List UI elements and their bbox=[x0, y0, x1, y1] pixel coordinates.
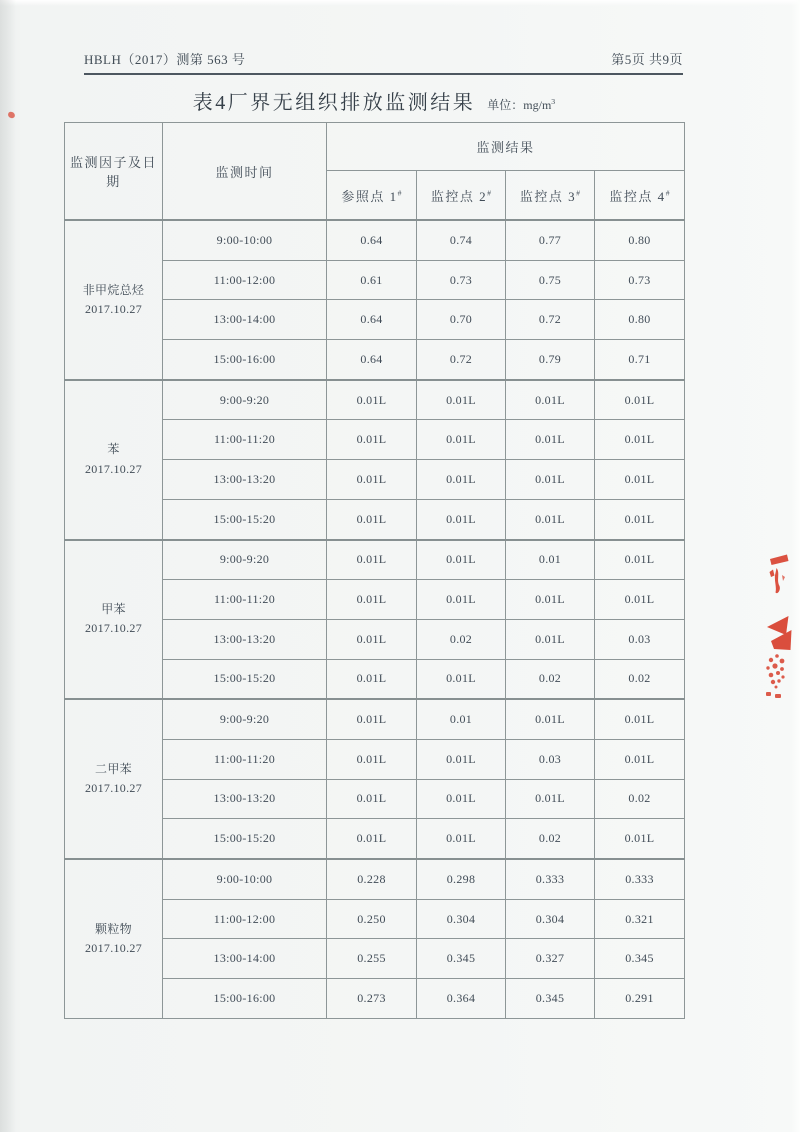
header-row-top bbox=[65, 123, 685, 171]
value-cell: 0.01L bbox=[417, 380, 506, 420]
value-cell: 0.01L bbox=[417, 580, 506, 620]
factor-name: 二甲苯 bbox=[95, 761, 132, 776]
value-cell: 0.01L bbox=[595, 380, 685, 420]
factor-date: 2017.10.27 bbox=[85, 301, 142, 316]
value-cell: 0.01 bbox=[417, 699, 506, 739]
factor-date: 2017.10.27 bbox=[85, 940, 142, 955]
column-header-point-1 bbox=[327, 171, 417, 221]
time-cell: 11:00-11:20 bbox=[163, 739, 327, 779]
point-label: 监控点 2 bbox=[430, 188, 488, 204]
title-row bbox=[64, 86, 684, 115]
value-cell: 0.01L bbox=[595, 699, 685, 739]
value-cell: 0.72 bbox=[506, 300, 595, 340]
time-cell: 15:00-15:20 bbox=[163, 819, 327, 859]
column-header-point-2 bbox=[417, 171, 506, 221]
factor-cell bbox=[65, 859, 163, 1018]
time-cell: 13:00-13:20 bbox=[163, 460, 327, 500]
point-superscript: # bbox=[576, 188, 581, 198]
point-superscript: # bbox=[665, 188, 670, 198]
seal-mark-character bbox=[766, 654, 784, 688]
point-label: 监控点 4 bbox=[609, 188, 666, 204]
value-cell: 0.255 bbox=[327, 939, 417, 979]
value-cell: 0.61 bbox=[327, 260, 417, 300]
table-head bbox=[65, 123, 685, 221]
time-cell: 13:00-14:00 bbox=[163, 300, 327, 340]
value-cell: 0.73 bbox=[595, 260, 685, 300]
value-cell: 0.77 bbox=[506, 220, 595, 260]
value-cell: 0.345 bbox=[506, 979, 595, 1019]
value-cell: 0.01L bbox=[417, 779, 506, 819]
unit-label: 单位：$mg/m^3$ bbox=[487, 97, 556, 112]
value-cell: 0.73 bbox=[417, 260, 506, 300]
value-cell: 0.75 bbox=[506, 260, 595, 300]
value-cell: 0.01L bbox=[327, 819, 417, 859]
value-cell: 0.250 bbox=[327, 899, 417, 939]
value-cell: 0.01L bbox=[327, 659, 417, 699]
factor-cell bbox=[65, 220, 163, 380]
column-header-point-4 bbox=[595, 171, 685, 221]
value-cell: 0.01L bbox=[417, 460, 506, 500]
value-cell: 0.01L bbox=[595, 460, 685, 500]
table-row bbox=[65, 859, 685, 899]
time-cell: 13:00-14:00 bbox=[163, 939, 327, 979]
time-cell: 11:00-11:20 bbox=[163, 580, 327, 620]
point-label: 参照点 1 bbox=[341, 188, 398, 204]
value-cell: 0.333 bbox=[506, 859, 595, 899]
factor-date: 2017.10.27 bbox=[85, 621, 142, 636]
value-cell: 0.01L bbox=[417, 499, 506, 539]
table-row bbox=[65, 540, 685, 580]
value-cell: 0.01L bbox=[506, 779, 595, 819]
value-cell: 0.01L bbox=[417, 739, 506, 779]
report-number: HBLH（2017）测第 563 号 bbox=[84, 52, 246, 67]
factor-name: 非甲烷总烃 bbox=[82, 282, 145, 297]
value-cell: 0.01L bbox=[327, 619, 417, 659]
time-cell: 15:00-16:00 bbox=[163, 340, 327, 380]
value-cell: 0.01L bbox=[417, 540, 506, 580]
value-cell: 0.70 bbox=[417, 300, 506, 340]
value-cell: 0.02 bbox=[595, 659, 685, 699]
document-header bbox=[84, 44, 683, 75]
page-left-edge bbox=[0, 0, 16, 1132]
page-number: 第5页 共9页 bbox=[611, 52, 683, 67]
time-cell: 11:00-12:00 bbox=[163, 260, 327, 300]
time-cell: 15:00-15:20 bbox=[163, 499, 327, 539]
value-cell: 0.321 bbox=[595, 899, 685, 939]
page-top-edge bbox=[0, 0, 800, 6]
table-row bbox=[65, 220, 685, 260]
point-superscript: # bbox=[487, 188, 492, 198]
value-cell: 0.304 bbox=[506, 899, 595, 939]
value-cell: 0.364 bbox=[417, 979, 506, 1019]
value-cell: 0.01L bbox=[595, 580, 685, 620]
factor-cell bbox=[65, 380, 163, 540]
seal-mark-dots bbox=[766, 692, 781, 698]
value-cell: 0.01L bbox=[327, 420, 417, 460]
value-cell: 0.01L bbox=[506, 619, 595, 659]
value-cell: 0.01L bbox=[417, 659, 506, 699]
value-cell: 0.03 bbox=[595, 619, 685, 659]
column-header-point-3 bbox=[506, 171, 595, 221]
seal-mark-bowtie bbox=[767, 616, 792, 650]
value-cell: 0.228 bbox=[327, 859, 417, 899]
value-cell: 0.01L bbox=[327, 540, 417, 580]
value-cell: 0.79 bbox=[506, 340, 595, 380]
value-cell: 0.64 bbox=[327, 300, 417, 340]
value-cell: 0.333 bbox=[595, 859, 685, 899]
value-cell: 0.01L bbox=[417, 819, 506, 859]
value-cell: 0.80 bbox=[595, 300, 685, 340]
factor-date: 2017.10.27 bbox=[85, 461, 142, 476]
value-cell: 0.01L bbox=[506, 420, 595, 460]
value-cell: 0.02 bbox=[417, 619, 506, 659]
value-cell: 0.01L bbox=[595, 739, 685, 779]
value-cell: 0.01L bbox=[327, 460, 417, 500]
value-cell: 0.291 bbox=[595, 979, 685, 1019]
time-cell: 9:00-9:20 bbox=[163, 380, 327, 420]
red-seal-fragment bbox=[746, 542, 796, 742]
point-label: 监控点 3 bbox=[519, 188, 577, 204]
table-row bbox=[65, 380, 685, 420]
value-cell: 0.02 bbox=[506, 819, 595, 859]
value-cell: 0.01L bbox=[595, 819, 685, 859]
time-cell: 11:00-12:00 bbox=[163, 899, 327, 939]
value-cell: 0.01L bbox=[595, 540, 685, 580]
value-cell: 0.64 bbox=[327, 340, 417, 380]
table-body bbox=[65, 220, 685, 1018]
seal-mark-stroke bbox=[770, 555, 789, 594]
value-cell: 0.72 bbox=[417, 340, 506, 380]
time-cell: 9:00-10:00 bbox=[163, 220, 327, 260]
value-cell: 0.71 bbox=[595, 340, 685, 380]
value-cell: 0.02 bbox=[595, 779, 685, 819]
value-cell: 0.304 bbox=[417, 899, 506, 939]
column-header-factor: 监测因子及日期 bbox=[65, 123, 163, 221]
value-cell: 0.80 bbox=[595, 220, 685, 260]
value-cell: 0.01L bbox=[595, 499, 685, 539]
value-cell: 0.01L bbox=[506, 499, 595, 539]
column-header-time: 监测时间 bbox=[163, 123, 327, 221]
value-cell: 0.01 bbox=[506, 540, 595, 580]
value-cell: 0.01L bbox=[595, 420, 685, 460]
monitoring-table bbox=[64, 122, 685, 1019]
value-cell: 0.01L bbox=[417, 420, 506, 460]
time-cell: 9:00-9:20 bbox=[163, 540, 327, 580]
value-cell: 0.327 bbox=[506, 939, 595, 979]
factor-cell bbox=[65, 540, 163, 700]
factor-name: 苯 bbox=[107, 442, 120, 457]
value-cell: 0.273 bbox=[327, 979, 417, 1019]
value-cell: 0.01L bbox=[327, 499, 417, 539]
column-header-result: 监测结果 bbox=[327, 123, 685, 171]
value-cell: 0.01L bbox=[506, 580, 595, 620]
value-cell: 0.64 bbox=[327, 220, 417, 260]
value-cell: 0.01L bbox=[327, 380, 417, 420]
factor-cell bbox=[65, 699, 163, 859]
value-cell: 0.298 bbox=[417, 859, 506, 899]
time-cell: 13:00-13:20 bbox=[163, 619, 327, 659]
value-cell: 0.01L bbox=[327, 580, 417, 620]
time-cell: 15:00-15:20 bbox=[163, 659, 327, 699]
value-cell: 0.74 bbox=[417, 220, 506, 260]
factor-date: 2017.10.27 bbox=[85, 781, 142, 796]
table-row bbox=[65, 699, 685, 739]
time-cell: 9:00-10:00 bbox=[163, 859, 327, 899]
value-cell: 0.01L bbox=[327, 739, 417, 779]
time-cell: 15:00-16:00 bbox=[163, 979, 327, 1019]
value-cell: 0.02 bbox=[506, 659, 595, 699]
value-cell: 0.01L bbox=[327, 699, 417, 739]
time-cell: 9:00-9:20 bbox=[163, 699, 327, 739]
value-cell: 0.01L bbox=[506, 380, 595, 420]
page-title: 表4厂界无组织排放监测结果 bbox=[192, 92, 476, 114]
time-cell: 11:00-11:20 bbox=[163, 420, 327, 460]
point-superscript: # bbox=[397, 188, 402, 198]
value-cell: 0.01L bbox=[506, 460, 595, 500]
value-cell: 0.03 bbox=[506, 739, 595, 779]
unit-superscript: 3 bbox=[551, 97, 556, 106]
value-cell: 0.01L bbox=[506, 699, 595, 739]
factor-name: 甲苯 bbox=[101, 602, 126, 617]
value-cell: 0.345 bbox=[595, 939, 685, 979]
value-cell: 0.01L bbox=[327, 779, 417, 819]
value-cell: 0.345 bbox=[417, 939, 506, 979]
factor-name: 颗粒物 bbox=[95, 921, 132, 936]
time-cell: 13:00-13:20 bbox=[163, 779, 327, 819]
